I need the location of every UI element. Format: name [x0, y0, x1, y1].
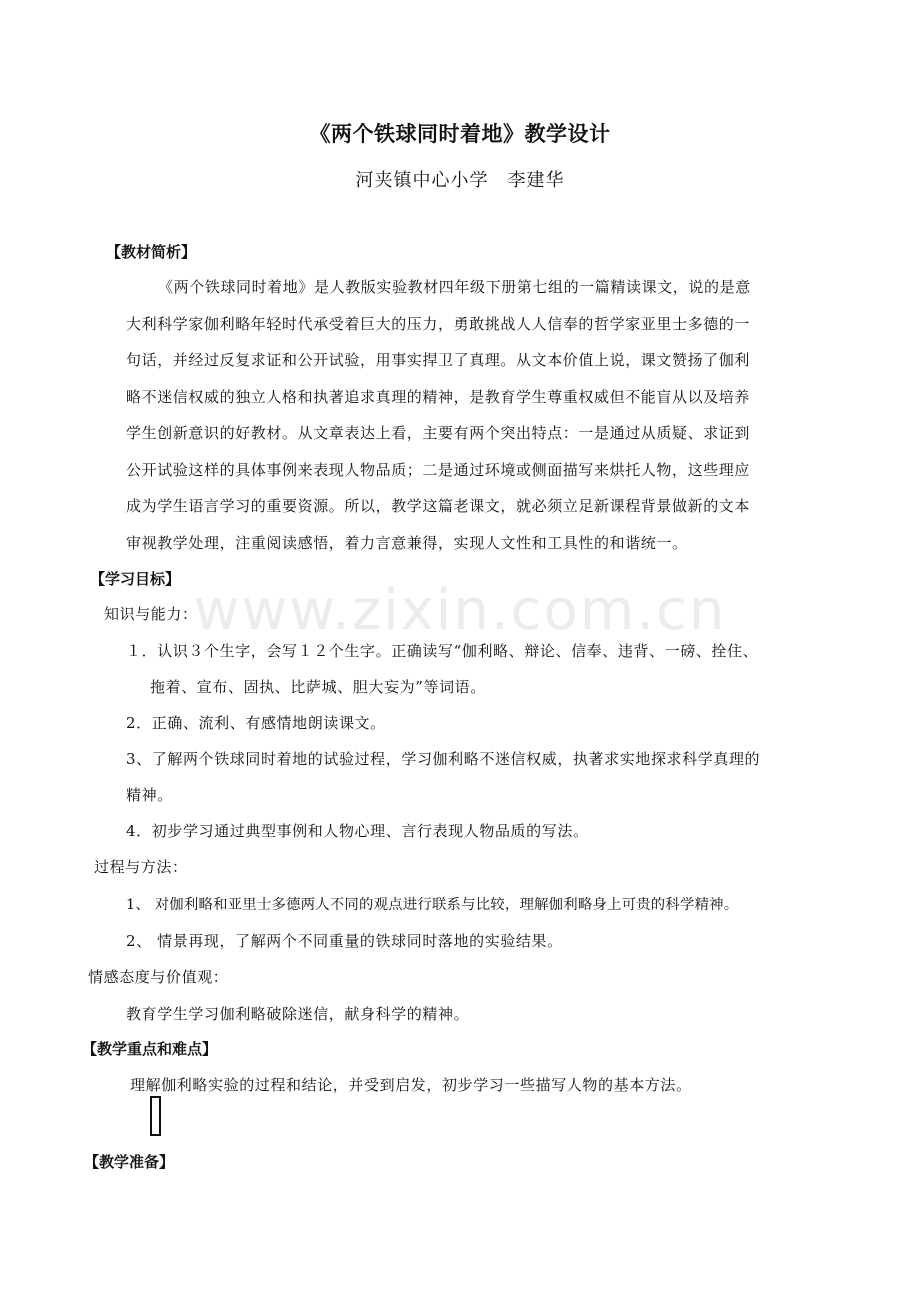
process-item: 2、 情景再现，了解两个不同重量的铁球同时落地的实验结果。: [126, 932, 563, 950]
emotion-text: 教育学生学习伽利略破除迷信，献身科学的精神。: [126, 1005, 470, 1023]
paragraph-line: 《两个铁球同时着地》是人教版实验教材四年级下册第七组的一篇精读课文，说的是意: [158, 278, 751, 296]
objective-item: 拖着、宣布、固执、比萨城、胆大妄为”等词语。: [150, 678, 486, 696]
document-title: 《两个铁球同时着地》教学设计: [309, 122, 611, 146]
section-heading-objectives: 【学习目标】: [90, 570, 181, 588]
subheading-knowledge: 知识与能力：: [104, 605, 198, 623]
objective-item: １．认识３个生字，会写１２个生字。正确读写“伽利略、辩论、信奉、违背、一磅、拴住、: [126, 642, 759, 660]
paragraph-line: 公开试验这样的具体事例来表现人物品质；二是通过环境或侧面描写来烘托人物，这些理应: [126, 461, 751, 479]
process-item: 1、 对伽利略和亚里士多德两人不同的观点进行联系与比较，理解伽利略身上可贵的科学精神。: [126, 897, 739, 913]
objective-item: 3、了解两个铁球同时着地的试验过程，学习伽利略不迷信权威，执著求实地探求科学真理的: [126, 750, 761, 768]
objective-item: 4．初步学习通过典型事例和人物心理、言行表现人物品质的写法。: [126, 822, 589, 840]
paragraph-line: 句话，并经过反复求证和公开试验，用事实捍卫了真理。从文本价值上说，课文赞扬了伽利: [126, 351, 751, 369]
paragraph-line: 略不迷信权威的独立人格和执著追求真理的精神，是教育学生尊重权威但不能盲从以及培养: [126, 388, 751, 406]
objective-item: 精神。: [126, 786, 173, 804]
key-points-text: 理解伽利略实验的过程和结论，并受到启发，初步学习一些描写人物的基本方法。: [130, 1076, 692, 1094]
objective-item: 2．正确、流利、有感情地朗读课文。: [126, 714, 386, 732]
document-author: 河夹镇中心小学 李建华: [355, 170, 565, 191]
watermark: www.zixin.com.cn: [193, 578, 727, 643]
section-heading-key-points: 【教学重点和难点】: [82, 1040, 218, 1058]
placeholder-box: [150, 1096, 161, 1136]
subheading-emotion: 情感态度与价值观：: [88, 968, 229, 986]
section-heading-preparation: 【教学准备】: [84, 1153, 175, 1171]
paragraph-line: 审视教学处理，注重阅读感悟，着力言意兼得，实现人文性和工具性的和谐统一。: [126, 534, 688, 552]
section-heading-material-analysis: 【教材简析】: [106, 243, 197, 261]
subheading-process: 过程与方法：: [94, 858, 188, 876]
paragraph-line: 大利科学家伽利略年轻时代承受着巨大的压力，勇敢挑战人人信奉的哲学家亚里士多德的一: [126, 315, 751, 333]
paragraph-line: 成为学生语言学习的重要资源。所以，教学这篇老课文，就必须立足新课程背景做新的文本: [126, 497, 751, 515]
paragraph-line: 学生创新意识的好教材。从文章表达上看，主要有两个突出特点：一是通过从质疑、求证到: [126, 424, 751, 442]
